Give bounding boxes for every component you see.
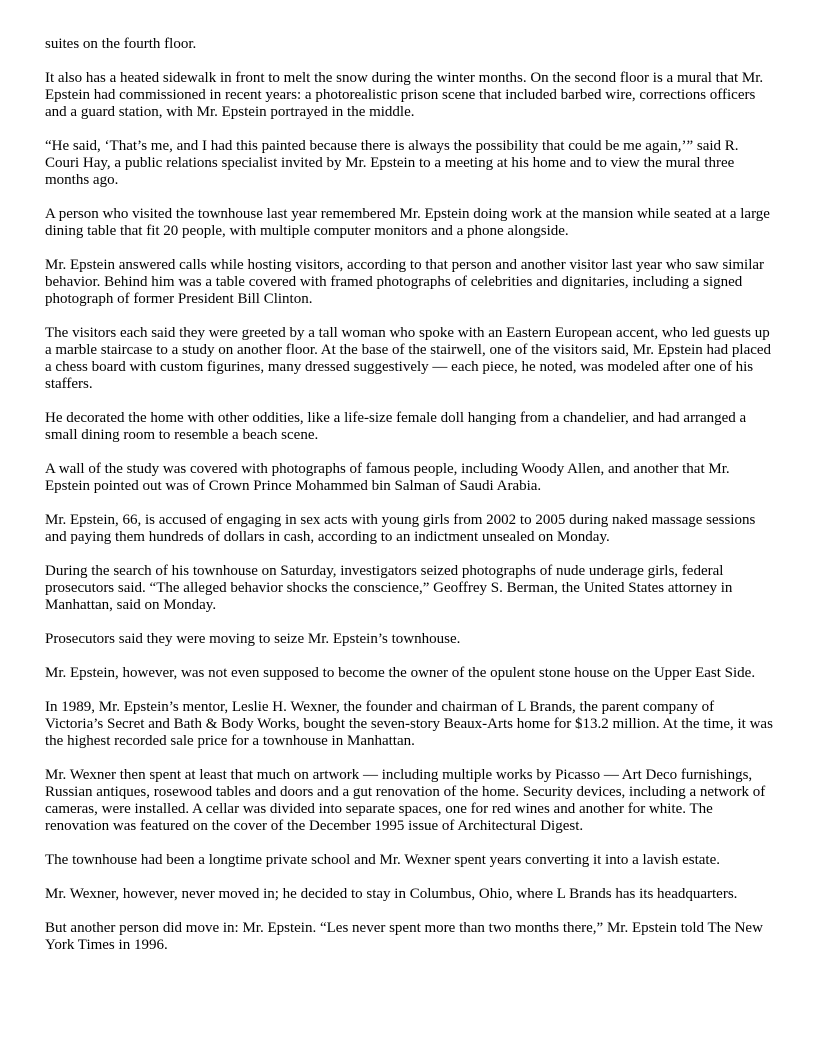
paragraph: Mr. Epstein answered calls while hosting visitors, according to that person and another visitor last year who saw similar behavior. Behind him was a table covered with framed photographs of celebrities and dignitaries, including a signed photograph of former President Bill Clinton. xyxy=(45,257,765,307)
paragraph: Mr. Epstein, 66, is accused of engaging in sex acts with young girls from 2002 to 2005 during naked massage sessions and paying them hundreds of dollars in cash, according to an indictment unsealed on Monday. xyxy=(45,512,756,545)
paragraph: But another person did move in: Mr. Epstein. “Les never spent more than two months there,” Mr. Epstein told The New York Times in 1996. xyxy=(45,920,763,953)
paragraph: Mr. Wexner, however, never moved in; he decided to stay in Columbus, Ohio, where L Brands has its headquarters. xyxy=(45,886,738,902)
paragraph: Mr. Epstein, however, was not even supposed to become the owner of the opulent stone house on the Upper East Side. xyxy=(45,665,756,681)
paragraph: A wall of the study was covered with photographs of famous people, including Woody Allen, and another that Mr. Epstein pointed out was of Crown Prince Mohammed bin Salman of Saudi Arabia. xyxy=(45,461,730,494)
paragraph: It also has a heated sidewalk in front to melt the snow during the winter months. On the second floor is a mural that Mr. Epstein had commissioned in recent years: a photorealistic prison scene that included barbed wire, corrections officers and a guard station, with Mr. Epstein portrayed in the middle. xyxy=(45,70,764,120)
paragraph: The visitors each said they were greeted by a tall woman who spoke with an Eastern European accent, who led guests up a marble staircase to a study on another floor. At the base of the stairwell, one of the visitors said, Mr. Epstein had placed a chess board with custom figurines, many dressed suggestively — each piece, he noted, was modeled after one of his staffers. xyxy=(45,325,772,392)
paragraph: In 1989, Mr. Epstein’s mentor, Leslie H. Wexner, the founder and chairman of L Brands, the parent company of Victoria’s Secret and Bath & Body Works, bought the seven-story Beaux-Arts home for $13.2 million. At the time, it was the highest recorded sale price for a townhouse in Manhattan. xyxy=(45,699,773,749)
paragraph: “He said, ‘That’s me, and I had this painted because there is always the possibility that could be me again,’” said R. Couri Hay, a public relations specialist invited by Mr. Epstein to a meeting at his home and to view the mural three months ago. xyxy=(45,138,739,188)
paragraph: He decorated the home with other oddities, like a life-size female doll hanging from a chandelier, and had arranged a small dining room to resemble a beach scene. xyxy=(45,410,747,443)
paragraph: Mr. Wexner then spent at least that much on artwork — including multiple works by Picasso — Art Deco furnishings, Russian antiques, rosewood tables and doors and a gut renovation of the home. Security devices, including a network of cameras, were installed. A cellar was divided into separate spaces, one for red wines and another for white. The renovation was featured on the cover of the December 1995 issue of Architectural Digest. xyxy=(45,767,766,834)
document-page xyxy=(45,36,773,971)
paragraph: The townhouse had been a longtime private school and Mr. Wexner spent years converting it into a lavish estate. xyxy=(45,852,720,868)
paragraph: During the search of his townhouse on Saturday, investigators seized photographs of nude underage girls, federal prosecutors said. “The alleged behavior shocks the conscience,” Geoffrey S. Berman, the United States attorney in Manhattan, said on Monday. xyxy=(45,563,733,613)
paragraph: Prosecutors said they were moving to seize Mr. Epstein’s townhouse. xyxy=(45,631,461,647)
paragraph: suites on the fourth floor. xyxy=(45,36,197,52)
paragraph: A person who visited the townhouse last year remembered Mr. Epstein doing work at the mansion while seated at a large dining table that fit 20 people, with multiple computer monitors and a phone alongside. xyxy=(45,206,770,239)
